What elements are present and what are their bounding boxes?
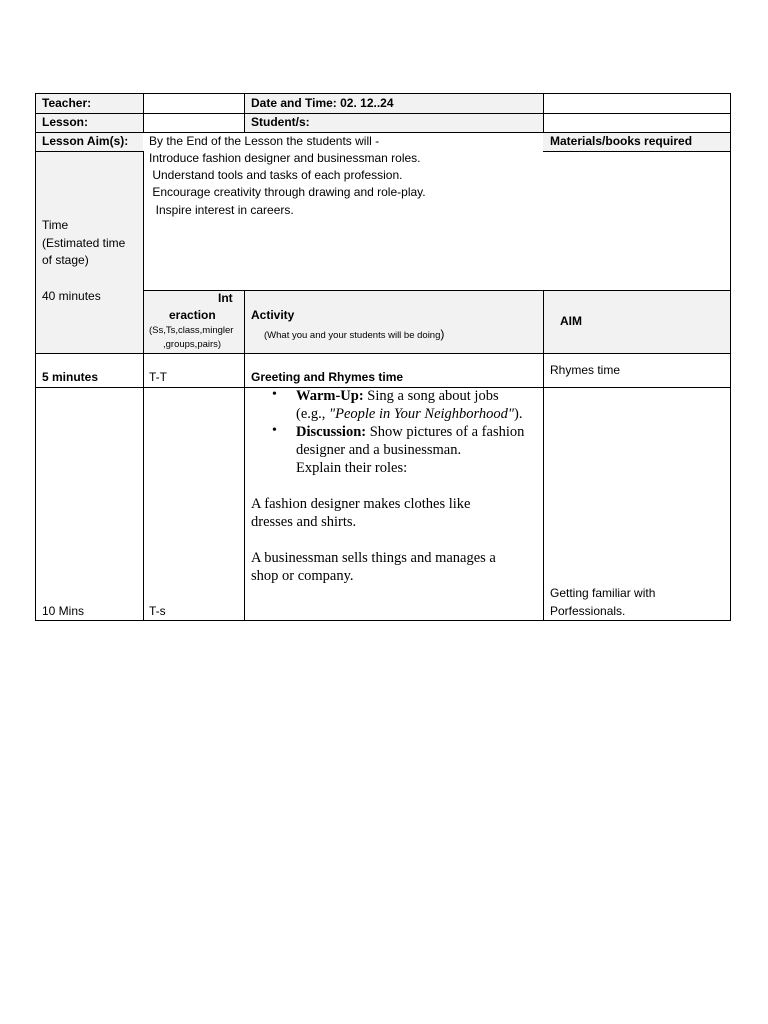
aim-item: Introduce fashion designer and businessman roles. — [149, 151, 421, 165]
students-label: Student/s: — [251, 115, 310, 129]
interaction-heading-1: Int — [218, 291, 233, 305]
aims-intro: By the End of the Lesson the students will - — [149, 134, 380, 148]
time-label-estimated: (Estimated time — [42, 236, 126, 250]
aim-item: Inspire interest in careers. — [149, 203, 294, 217]
discussion-line: Discussion: Show pictures of a fashion — [296, 424, 525, 440]
bullet-icon: • — [272, 387, 277, 402]
row-activity: Greeting and Rhymes time — [251, 370, 404, 384]
aim-heading: AIM — [560, 314, 582, 328]
row-aim-2: Porfessionals. — [550, 604, 626, 618]
row-interaction: T-s — [149, 604, 166, 618]
row-time: 5 minutes — [42, 370, 99, 384]
row-time: 10 Mins — [42, 604, 85, 618]
interaction-note-1: (Ss,Ts,class,mingler — [149, 325, 234, 336]
business-text-2: shop or company. — [251, 568, 354, 584]
lesson-plan-table — [35, 93, 731, 621]
time-label: Time — [42, 218, 69, 232]
aim-item: Encourage creativity through drawing and role-play. — [149, 185, 426, 199]
discussion-line-2: designer and a businessman. — [296, 442, 462, 458]
row-aim-1: Getting familiar with — [550, 586, 656, 600]
total-time: 40 minutes — [42, 289, 101, 303]
designer-text-2: dresses and shirts. — [251, 514, 357, 530]
time-label-stage: of stage) — [42, 253, 89, 267]
teacher-label: Teacher: — [42, 96, 92, 110]
row-interaction: T-T — [149, 370, 167, 384]
materials-label: Materials/books required — [550, 134, 693, 148]
date-time-label: Date and Time: 02. 12..24 — [251, 96, 394, 110]
warmup-line: Warm-Up: Sing a song about jobs — [296, 388, 499, 404]
business-text-1: A businessman sells things and manages a — [251, 550, 496, 566]
activity-note: (What you and your students will be doing) — [264, 327, 445, 341]
interaction-note-2: ,groups,pairs) — [163, 339, 222, 350]
designer-text-1: A fashion designer makes clothes like — [251, 496, 471, 512]
row-aim: Rhymes time — [550, 363, 621, 377]
bullet-icon: • — [272, 423, 277, 438]
aim-item: Understand tools and tasks of each profession. — [149, 168, 403, 182]
discussion-line-3: Explain their roles: — [296, 460, 408, 476]
lesson-label: Lesson: — [42, 115, 89, 129]
lesson-aims-label: Lesson Aim(s): — [42, 134, 129, 148]
warmup-example: (e.g., "People in Your Neighborhood"). — [296, 406, 523, 422]
activity-heading: Activity — [251, 308, 295, 322]
interaction-heading-2: eraction — [169, 308, 216, 322]
